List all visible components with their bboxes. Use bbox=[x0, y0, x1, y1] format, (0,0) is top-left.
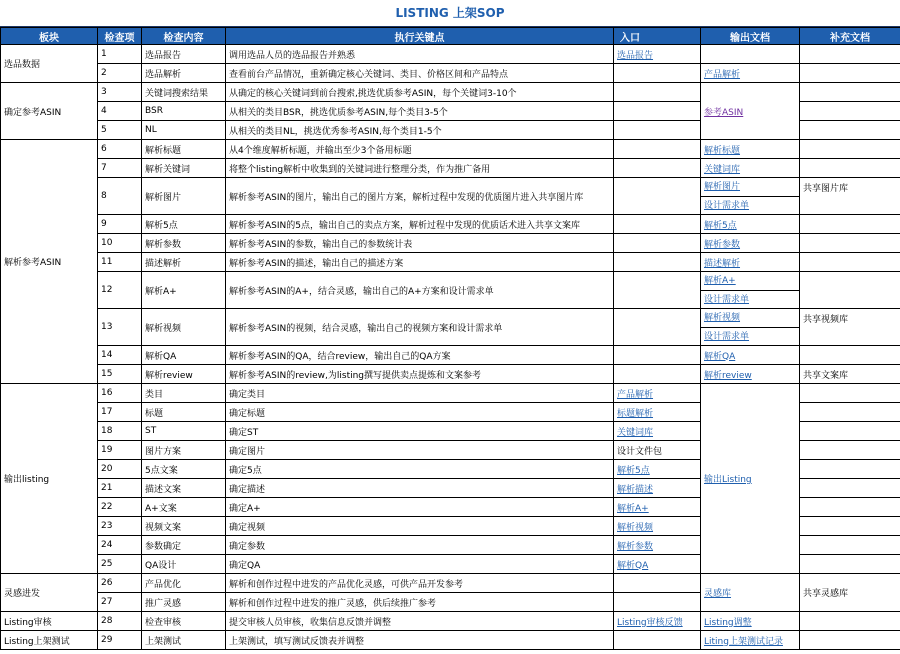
table-row bbox=[1, 272, 900, 309]
supplement-cell bbox=[800, 460, 900, 479]
entry-cell bbox=[614, 309, 701, 346]
row-item: 关键词搜索结果 bbox=[142, 83, 226, 102]
output-link[interactable]: 解析视频 bbox=[704, 313, 741, 323]
output-link[interactable]: 解析参数 bbox=[704, 239, 741, 250]
section-cell: 输出listing bbox=[1, 384, 98, 574]
table-row bbox=[1, 309, 900, 346]
row-item: 5点文案 bbox=[142, 460, 226, 479]
entry-cell bbox=[614, 612, 701, 631]
row-item: 参数确定 bbox=[142, 536, 226, 555]
entry-cell bbox=[614, 234, 701, 253]
table-row bbox=[1, 64, 900, 83]
entry-link[interactable]: 标题解析 bbox=[617, 408, 654, 419]
supplement-cell bbox=[800, 64, 900, 83]
output-link[interactable]: 产品解析 bbox=[704, 69, 741, 80]
row-item: 解析关键词 bbox=[142, 159, 226, 178]
row-key-point: 查看前台产品情况，重新确定核心关键词、类目、价格区间和产品特点 bbox=[226, 64, 614, 83]
row-item: 选品解析 bbox=[142, 64, 226, 83]
row-item: 描述文案 bbox=[142, 479, 226, 498]
row-no: 6 bbox=[98, 140, 142, 159]
row-no: 26 bbox=[98, 574, 142, 593]
row-item: 描述解析 bbox=[142, 253, 226, 272]
output-cell bbox=[701, 612, 800, 631]
supplement-cell bbox=[800, 479, 900, 498]
row-item: 视频文案 bbox=[142, 517, 226, 536]
row-no: 28 bbox=[98, 612, 142, 631]
row-key-point: 解析参考ASIN的描述，输出自己的描述方案 bbox=[226, 253, 614, 272]
row-no: 23 bbox=[98, 517, 142, 536]
row-key-point: 确定5点 bbox=[226, 460, 614, 479]
row-no: 25 bbox=[98, 555, 142, 574]
table-row bbox=[1, 253, 900, 272]
supplement-cell bbox=[800, 45, 900, 64]
row-item: 选品报告 bbox=[142, 45, 226, 64]
row-no: 12 bbox=[98, 272, 142, 309]
output-link[interactable]: 关键词库 bbox=[704, 164, 741, 175]
section-cell: 确定参考ASIN bbox=[1, 83, 98, 140]
row-item: 类目 bbox=[142, 384, 226, 403]
supplement-cell bbox=[800, 555, 900, 574]
row-no: 29 bbox=[98, 631, 142, 650]
header-supplement: 补充文档 bbox=[800, 28, 900, 45]
row-key-point: 解析和创作过程中进发的产品优化灵感，可供产品开发参考 bbox=[226, 574, 614, 593]
header-section: 板块 bbox=[1, 28, 98, 45]
output-cell bbox=[701, 140, 800, 159]
row-key-point: 确定A+ bbox=[226, 498, 614, 517]
entry-cell bbox=[614, 64, 701, 83]
row-item: 解析A+ bbox=[142, 272, 226, 309]
entry-link[interactable]: 产品解析 bbox=[617, 389, 654, 400]
entry-cell bbox=[614, 517, 701, 536]
entry-cell bbox=[614, 460, 701, 479]
row-item: A+文案 bbox=[142, 498, 226, 517]
supplement-cell bbox=[800, 309, 900, 346]
supplement-cell bbox=[800, 346, 900, 365]
row-no: 11 bbox=[98, 253, 142, 272]
supplement-cell bbox=[800, 631, 900, 650]
supplement-cell bbox=[800, 441, 900, 460]
row-no: 8 bbox=[98, 178, 142, 215]
row-key-point: 解析参考ASIN的参数，输出自己的参数统计表 bbox=[226, 234, 614, 253]
row-item: 检查审核 bbox=[142, 612, 226, 631]
row-no: 13 bbox=[98, 309, 142, 346]
entry-link[interactable]: 解析QA bbox=[617, 560, 649, 571]
row-key-point: 确定视频 bbox=[226, 517, 614, 536]
output-cell bbox=[701, 574, 800, 612]
row-no: 1 bbox=[98, 45, 142, 64]
row-no: 15 bbox=[98, 365, 142, 384]
row-key-point: 解析参考ASIN的视频，结合灵感，输出自己的视频方案和设计需求单 bbox=[226, 309, 614, 346]
entry-cell bbox=[614, 365, 701, 384]
table-row bbox=[1, 574, 900, 593]
entry-cell bbox=[614, 215, 701, 234]
section-cell: 选品数据 bbox=[1, 45, 98, 83]
output-link[interactable]: 解析5点 bbox=[704, 220, 737, 231]
output-cell bbox=[701, 234, 800, 253]
row-item: 解析图片 bbox=[142, 178, 226, 215]
row-no: 22 bbox=[98, 498, 142, 517]
output-cell bbox=[701, 365, 800, 384]
section-cell: 灵感进发 bbox=[1, 574, 98, 612]
row-key-point: 确定QA bbox=[226, 555, 614, 574]
row-key-point: 确定ST bbox=[226, 422, 614, 441]
entry-link[interactable]: 解析5点 bbox=[617, 465, 650, 476]
supplement-cell bbox=[800, 403, 900, 422]
row-item: 解析5点 bbox=[142, 215, 226, 234]
entry-cell bbox=[614, 422, 701, 441]
table-row bbox=[1, 234, 900, 253]
table-row bbox=[1, 631, 900, 650]
section-cell: 解析参考ASIN bbox=[1, 140, 98, 384]
row-item: 解析参数 bbox=[142, 234, 226, 253]
supplement-cell bbox=[800, 253, 900, 272]
row-no: 4 bbox=[98, 102, 142, 121]
sop-table bbox=[0, 27, 900, 650]
entry-link[interactable]: 解析描述 bbox=[617, 484, 654, 495]
entry-cell bbox=[614, 403, 701, 422]
row-no: 20 bbox=[98, 460, 142, 479]
output-cell bbox=[701, 159, 800, 178]
supplement-cell bbox=[800, 612, 900, 631]
header-output: 输出文档 bbox=[701, 28, 800, 45]
row-key-point: 调用选品人员的选品报告并熟悉 bbox=[226, 45, 614, 64]
supplement-cell bbox=[800, 234, 900, 253]
output-cell bbox=[701, 384, 800, 574]
entry-cell bbox=[614, 498, 701, 517]
entry-cell bbox=[614, 178, 701, 215]
output-link[interactable]: 解析A+ bbox=[704, 276, 736, 286]
row-key-point: 解析参考ASIN的图片，输出自己的图片方案，解析过程中发现的优质图片进入共享图片库 bbox=[226, 178, 614, 215]
supplement-cell bbox=[800, 272, 900, 309]
table-row bbox=[1, 140, 900, 159]
row-key-point: 确定标题 bbox=[226, 403, 614, 422]
output-link[interactable]: 解析review bbox=[704, 370, 752, 381]
entry-link[interactable]: Listing审核反馈 bbox=[617, 617, 683, 628]
output-link[interactable]: 灵感库 bbox=[704, 589, 732, 599]
table-row bbox=[1, 612, 900, 631]
output-cell bbox=[701, 253, 800, 272]
page-title: LISTING 上架SOP bbox=[0, 0, 900, 27]
entry-cell bbox=[614, 555, 701, 574]
entry-link[interactable]: 解析视频 bbox=[617, 522, 654, 533]
output-link[interactable]: 设计需求单 bbox=[701, 196, 799, 214]
table-row bbox=[1, 45, 900, 64]
table-row bbox=[1, 384, 900, 403]
output-link[interactable]: 设计需求单 bbox=[701, 290, 799, 308]
row-no: 21 bbox=[98, 479, 142, 498]
row-key-point: 从4个维度解析标题，并输出至少3个备用标题 bbox=[226, 140, 614, 159]
row-no: 18 bbox=[98, 422, 142, 441]
supplement-cell bbox=[800, 102, 900, 121]
row-no: 24 bbox=[98, 536, 142, 555]
entry-cell bbox=[614, 536, 701, 555]
row-item: QA设计 bbox=[142, 555, 226, 574]
table-row bbox=[1, 178, 900, 215]
row-key-point: 从相关的类目BSR，挑选优质参考ASIN,每个类目3-5个 bbox=[226, 102, 614, 121]
output-link[interactable]: Liting上架测试记录 bbox=[704, 636, 783, 647]
entry-cell: 设计文件包 bbox=[614, 441, 701, 460]
output-cell bbox=[701, 346, 800, 365]
row-key-point: 确定图片 bbox=[226, 441, 614, 460]
output-link[interactable]: 设计需求单 bbox=[701, 327, 799, 345]
output-cell bbox=[701, 178, 800, 215]
supplement-cell bbox=[800, 159, 900, 178]
entry-cell bbox=[614, 45, 701, 64]
row-no: 10 bbox=[98, 234, 142, 253]
row-item: 解析标题 bbox=[142, 140, 226, 159]
entry-link[interactable]: 解析A+ bbox=[617, 503, 649, 514]
output-cell bbox=[701, 309, 800, 346]
table-row bbox=[1, 83, 900, 102]
output-cell bbox=[701, 45, 800, 64]
supplement-cell bbox=[800, 83, 900, 102]
supplement-cell bbox=[800, 422, 900, 441]
entry-cell bbox=[614, 159, 701, 178]
row-key-point: 从相关的类目NL，挑选优秀参考ASIN,每个类目1-5个 bbox=[226, 121, 614, 140]
output-link[interactable]: 解析QA bbox=[704, 351, 736, 362]
row-no: 7 bbox=[98, 159, 142, 178]
entry-cell bbox=[614, 631, 701, 650]
row-item: 解析QA bbox=[142, 346, 226, 365]
row-item: NL bbox=[142, 121, 226, 140]
output-link[interactable]: 输出Listing bbox=[704, 475, 752, 485]
supplement-cell bbox=[800, 215, 900, 234]
supplement-text: 共享视频库 bbox=[803, 315, 849, 325]
entry-cell bbox=[614, 140, 701, 159]
row-no: 14 bbox=[98, 346, 142, 365]
section-cell: Listing上架测试 bbox=[1, 631, 98, 650]
output-link[interactable]: 参考ASIN bbox=[704, 107, 744, 118]
row-key-point: 解析参考ASIN的5点，输出自己的卖点方案，解析过程中发现的优质话术进入共享文案库 bbox=[226, 215, 614, 234]
supplement-cell: 共享灵感库 bbox=[800, 574, 900, 612]
table-header-row bbox=[1, 28, 900, 45]
output-cell bbox=[701, 64, 800, 83]
row-no: 16 bbox=[98, 384, 142, 403]
row-key-point: 解析参考ASIN的QA，结合review，输出自己的QA方案 bbox=[226, 346, 614, 365]
row-key-point: 确定描述 bbox=[226, 479, 614, 498]
entry-cell bbox=[614, 121, 701, 140]
entry-cell bbox=[614, 253, 701, 272]
entry-cell bbox=[614, 346, 701, 365]
entry-cell bbox=[614, 479, 701, 498]
row-no: 9 bbox=[98, 215, 142, 234]
supplement-cell bbox=[800, 498, 900, 517]
row-item: 推广灵感 bbox=[142, 593, 226, 612]
entry-cell bbox=[614, 102, 701, 121]
row-item: 解析review bbox=[142, 365, 226, 384]
supplement-text: 共享图片库 bbox=[803, 184, 849, 194]
header-item: 检查内容 bbox=[142, 28, 226, 45]
table-row bbox=[1, 159, 900, 178]
supplement-cell: 共享文案库 bbox=[800, 365, 900, 384]
entry-cell bbox=[614, 384, 701, 403]
row-item: 产品优化 bbox=[142, 574, 226, 593]
header-key-points: 执行关键点 bbox=[226, 28, 614, 45]
output-cell bbox=[701, 215, 800, 234]
header-entry: 入口 bbox=[614, 28, 701, 45]
table-row bbox=[1, 365, 900, 384]
supplement-cell bbox=[800, 178, 900, 215]
output-cell bbox=[701, 83, 800, 140]
output-cell bbox=[701, 631, 800, 650]
entry-link[interactable]: 解析参数 bbox=[617, 541, 654, 552]
entry-cell bbox=[614, 272, 701, 309]
output-link[interactable]: 解析图片 bbox=[704, 182, 741, 192]
entry-cell bbox=[614, 593, 701, 612]
row-key-point: 确定参数 bbox=[226, 536, 614, 555]
supplement-cell bbox=[800, 536, 900, 555]
row-key-point: 解析和创作过程中进发的推广灵感，供后续推广参考 bbox=[226, 593, 614, 612]
output-link[interactable]: 解析标题 bbox=[704, 145, 741, 156]
row-no: 27 bbox=[98, 593, 142, 612]
row-no: 2 bbox=[98, 64, 142, 83]
row-item: BSR bbox=[142, 102, 226, 121]
row-item: ST bbox=[142, 422, 226, 441]
entry-cell bbox=[614, 83, 701, 102]
supplement-cell bbox=[800, 121, 900, 140]
row-no: 3 bbox=[98, 83, 142, 102]
row-item: 上架测试 bbox=[142, 631, 226, 650]
row-item: 解析视频 bbox=[142, 309, 226, 346]
table-row bbox=[1, 346, 900, 365]
output-cell bbox=[701, 272, 800, 309]
row-key-point: 解析参考ASIN的A+，结合灵感，输出自己的A+方案和设计需求单 bbox=[226, 272, 614, 309]
header-no: 检查项 bbox=[98, 28, 142, 45]
row-key-point: 上架测试，填写测试反馈表并调整 bbox=[226, 631, 614, 650]
supplement-cell bbox=[800, 384, 900, 403]
row-item: 图片方案 bbox=[142, 441, 226, 460]
output-link[interactable]: Listing调整 bbox=[704, 617, 752, 628]
row-no: 5 bbox=[98, 121, 142, 140]
section-cell: Listing审核 bbox=[1, 612, 98, 631]
row-key-point: 确定类目 bbox=[226, 384, 614, 403]
supplement-cell bbox=[800, 517, 900, 536]
supplement-cell bbox=[800, 140, 900, 159]
entry-cell bbox=[614, 574, 701, 593]
row-no: 17 bbox=[98, 403, 142, 422]
table-row bbox=[1, 215, 900, 234]
output-link[interactable]: 描述解析 bbox=[704, 258, 741, 269]
row-key-point: 解析参考ASIN的review,为listing撰写提供卖点提炼和文案参考 bbox=[226, 365, 614, 384]
row-no: 19 bbox=[98, 441, 142, 460]
row-key-point: 将整个listing解析中收集到的关键词进行整理分类，作为推广备用 bbox=[226, 159, 614, 178]
row-key-point: 从确定的核心关键词到前台搜索,挑选优质参考ASIN，每个关键词3-10个 bbox=[226, 83, 614, 102]
entry-link[interactable]: 选品报告 bbox=[617, 50, 654, 61]
entry-link[interactable]: 关键词库 bbox=[617, 427, 654, 438]
row-item: 标题 bbox=[142, 403, 226, 422]
row-key-point: 提交审核人员审核，收集信息反馈并调整 bbox=[226, 612, 614, 631]
